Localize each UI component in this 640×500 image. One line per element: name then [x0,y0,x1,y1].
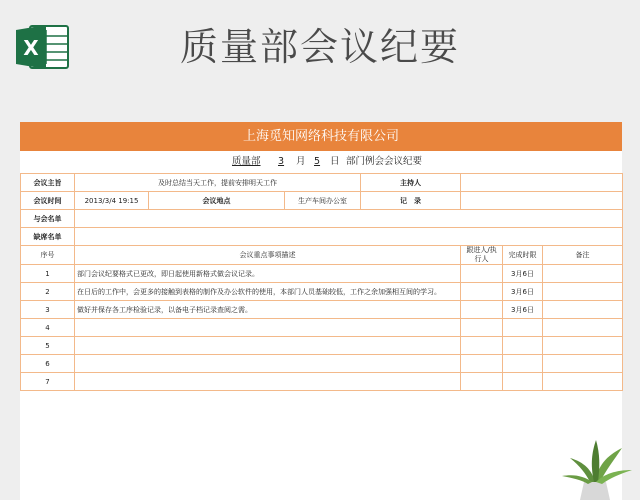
task-no: 3 [21,301,75,319]
task-desc[interactable]: 做好并保存各工序检验记录，以备电子档记录查阅之需。 [75,301,461,319]
absentees-value[interactable] [75,228,623,246]
task-remark[interactable] [543,265,623,283]
place-label: 会议地点 [149,192,285,210]
task-desc[interactable] [75,373,461,391]
attendees-row [21,210,623,228]
task-desc[interactable]: 在日后的工作中，会更多的接触到表格的制作及办公软件的使用，本部门人员基础较低，工作之余加强相互间的学习。 [75,283,461,301]
task-row [21,337,623,355]
task-owner[interactable] [461,283,503,301]
task-deadline[interactable] [503,319,543,337]
column-header-row [21,246,623,265]
task-remark[interactable] [543,355,623,373]
svg-text:X: X [23,36,39,60]
task-owner[interactable] [461,337,503,355]
task-owner[interactable] [461,265,503,283]
col-header-owner: 跟进人/执行人 [461,246,503,265]
col-header-remark: 备注 [543,246,623,265]
task-row [21,355,623,373]
spreadsheet [20,122,622,500]
page-title: 质量部会议纪要 [179,25,460,69]
place-value[interactable]: 生产车间办公室 [285,192,361,210]
host-value[interactable] [461,174,623,192]
absentees-label: 缺席名单 [21,228,75,246]
dept-name: 质量部 [232,156,261,167]
company-name: 上海觅知网络科技有限公司 [20,122,622,151]
task-remark[interactable] [543,301,623,319]
attendees-value[interactable] [75,210,623,228]
task-row [21,283,623,301]
task-desc[interactable]: 部门会议纪要格式已更改，即日起使用新格式做会议记录。 [75,265,461,283]
task-desc[interactable] [75,337,461,355]
task-no: 4 [21,319,75,337]
page-header [0,0,640,122]
task-deadline[interactable] [503,373,543,391]
day-unit: 日 [330,156,340,167]
task-deadline[interactable] [503,337,543,355]
host-label: 主持人 [361,174,461,192]
day-value: 5 [314,156,321,167]
topic-label: 会议主旨 [21,174,75,192]
recorder-value[interactable] [461,192,623,210]
task-no: 7 [21,373,75,391]
col-header-desc: 会议重点事项描述 [75,246,461,265]
recorder-label: 记 录 [361,192,461,210]
task-remark[interactable] [543,337,623,355]
potted-plant-icon [540,436,640,500]
task-no: 5 [21,337,75,355]
topic-row [21,174,623,192]
minutes-table [20,173,623,391]
task-row [21,373,623,391]
task-remark[interactable] [543,283,623,301]
task-no: 1 [21,265,75,283]
task-row [21,265,623,283]
topic-value[interactable]: 及时总结当天工作，提前安排明天工作 [75,174,361,192]
attendees-label: 与会名单 [21,210,75,228]
col-header-deadline: 完成时限 [503,246,543,265]
task-deadline[interactable]: 3月6日 [503,283,543,301]
task-deadline[interactable]: 3月6日 [503,265,543,283]
task-deadline[interactable]: 3月6日 [503,301,543,319]
time-row [21,192,623,210]
task-no: 6 [21,355,75,373]
task-no: 2 [21,283,75,301]
month-unit: 月 [296,156,306,167]
time-value[interactable]: 2013/3/4 19:15 [75,192,149,210]
col-header-no: 序号 [21,246,75,265]
task-owner[interactable] [461,373,503,391]
task-desc[interactable] [75,355,461,373]
task-row [21,319,623,337]
time-label: 会议时间 [21,192,75,210]
task-row [21,301,623,319]
task-desc[interactable] [75,319,461,337]
task-remark[interactable] [543,373,623,391]
task-deadline[interactable] [503,355,543,373]
task-owner[interactable] [461,319,503,337]
task-owner[interactable] [461,355,503,373]
task-remark[interactable] [543,319,623,337]
absentees-row [21,228,623,246]
minutes-subtitle [20,151,622,174]
task-owner[interactable] [461,301,503,319]
month-value: 3 [278,156,285,167]
subtitle-suffix: 部门例会会议纪要 [346,156,423,167]
